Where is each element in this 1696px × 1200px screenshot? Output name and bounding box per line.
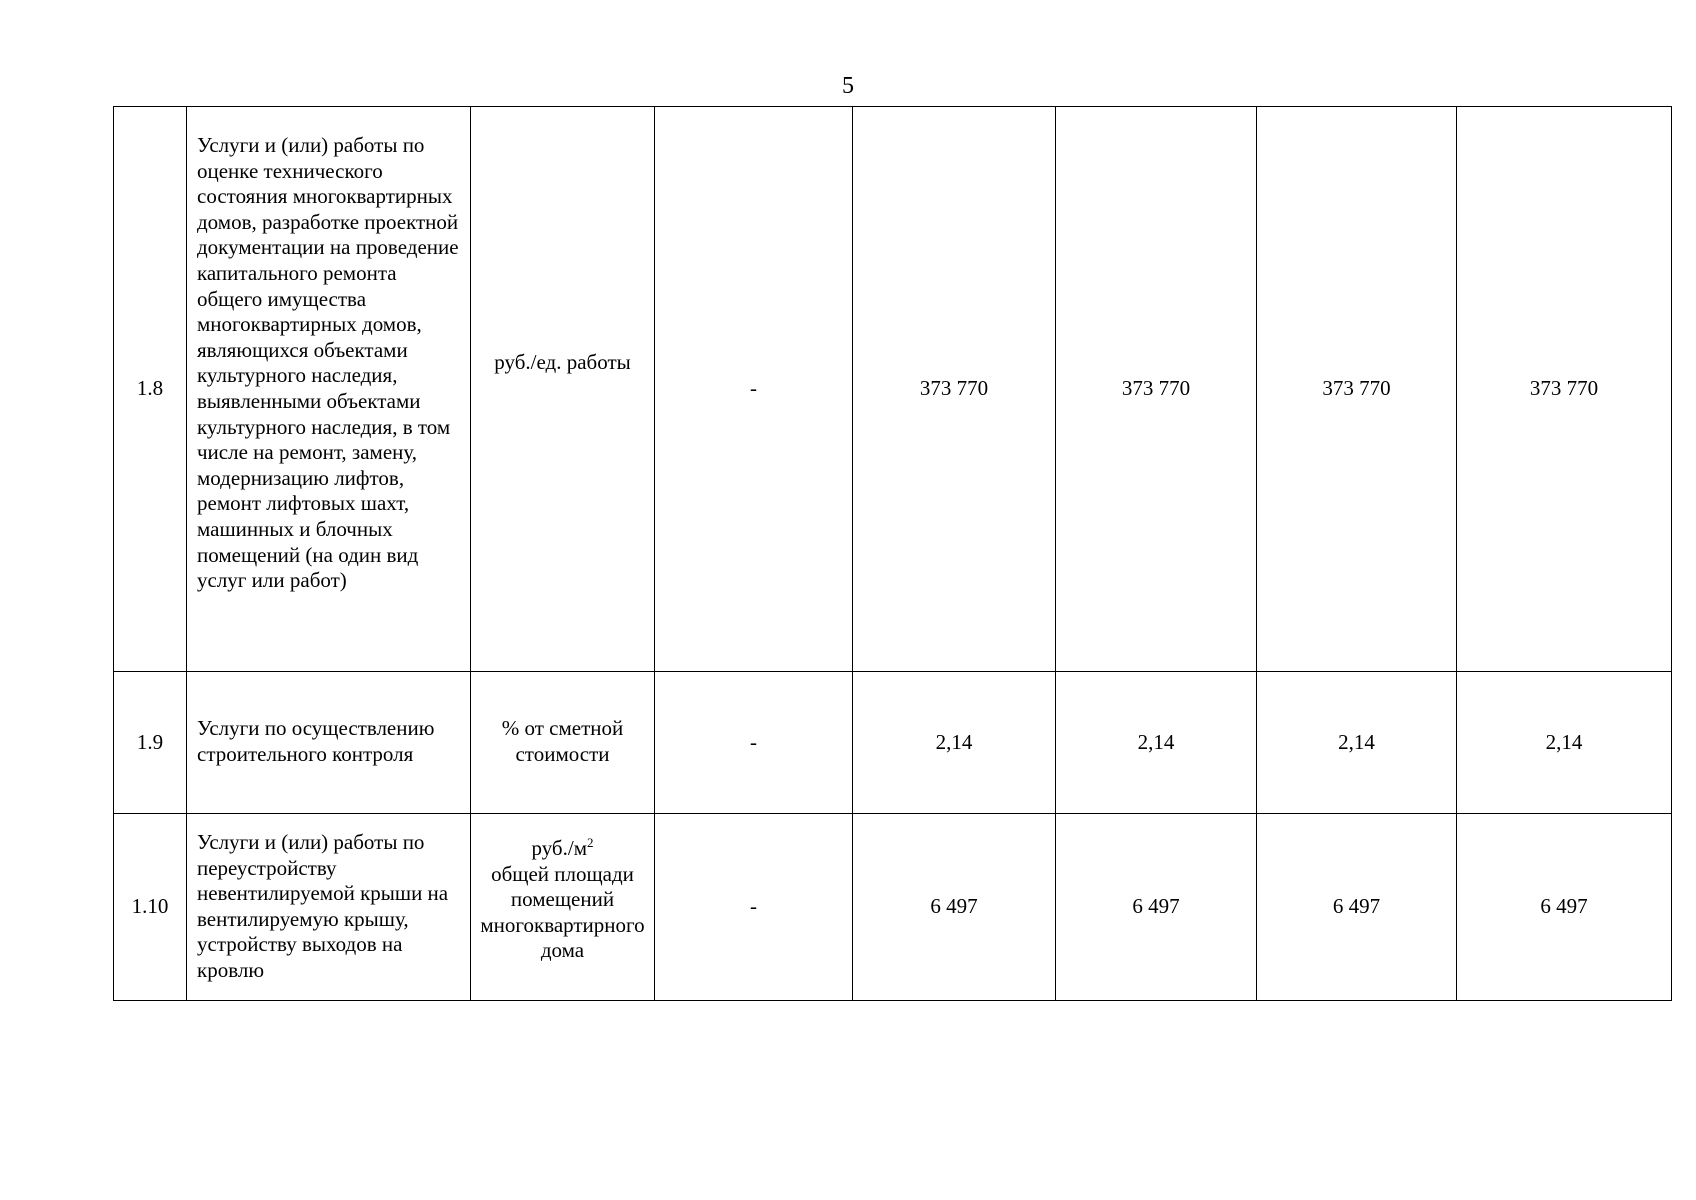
row-value: 6 497 (1257, 814, 1457, 1001)
table-row (114, 814, 1672, 1001)
row-value: 2,14 (853, 672, 1056, 814)
row-value: 373 770 (1457, 107, 1672, 672)
row-value: 373 770 (853, 107, 1056, 672)
row-unit: % от сметной стоимости (471, 672, 655, 814)
row-value: 6 497 (1457, 814, 1672, 1001)
unit-prefix: руб./м (531, 836, 587, 860)
row-value: 6 497 (1056, 814, 1257, 1001)
row-service-name: Услуги по осуществлению строительного контроля (187, 672, 471, 814)
row-value: - (655, 672, 853, 814)
tariff-table (113, 106, 1672, 1001)
row-service-name: Услуги и (или) работы по оценке технического состояния многоквартирных домов, разработке проектной документации на проведение капитального ремонта общего имущества многоквартирных домов, являющихся объектами культурного наследия, выявленными объектами культурного наследия, в том числе на ремонт, замену, модернизацию лифтов, ремонт лифтовых шахт, машинных и блочных помещений (на один вид услуг или работ) (187, 107, 471, 672)
row-value: 2,14 (1056, 672, 1257, 814)
row-value: - (655, 107, 853, 672)
row-service-name: Услуги и (или) работы по переустройству невентилируемой крыши на вентилируемую крышу, устройству выходов на кровлю (187, 814, 471, 1001)
unit-rest: общей площади помещений многоквартирного дома (480, 861, 645, 963)
table-row (114, 107, 1672, 672)
row-code: 1.9 (114, 672, 187, 814)
row-code: 1.10 (114, 814, 187, 1001)
row-value: 2,14 (1457, 672, 1672, 814)
row-value: 2,14 (1257, 672, 1457, 814)
row-value: - (655, 814, 853, 1001)
page-number: 5 (842, 73, 854, 99)
row-unit: руб./ед. работы (471, 107, 655, 672)
row-unit (471, 814, 655, 1001)
row-value: 6 497 (853, 814, 1056, 1001)
table-row (114, 672, 1672, 814)
unit-superscript: 2 (587, 835, 594, 850)
row-value: 373 770 (1056, 107, 1257, 672)
row-code: 1.8 (114, 107, 187, 672)
row-value: 373 770 (1257, 107, 1457, 672)
